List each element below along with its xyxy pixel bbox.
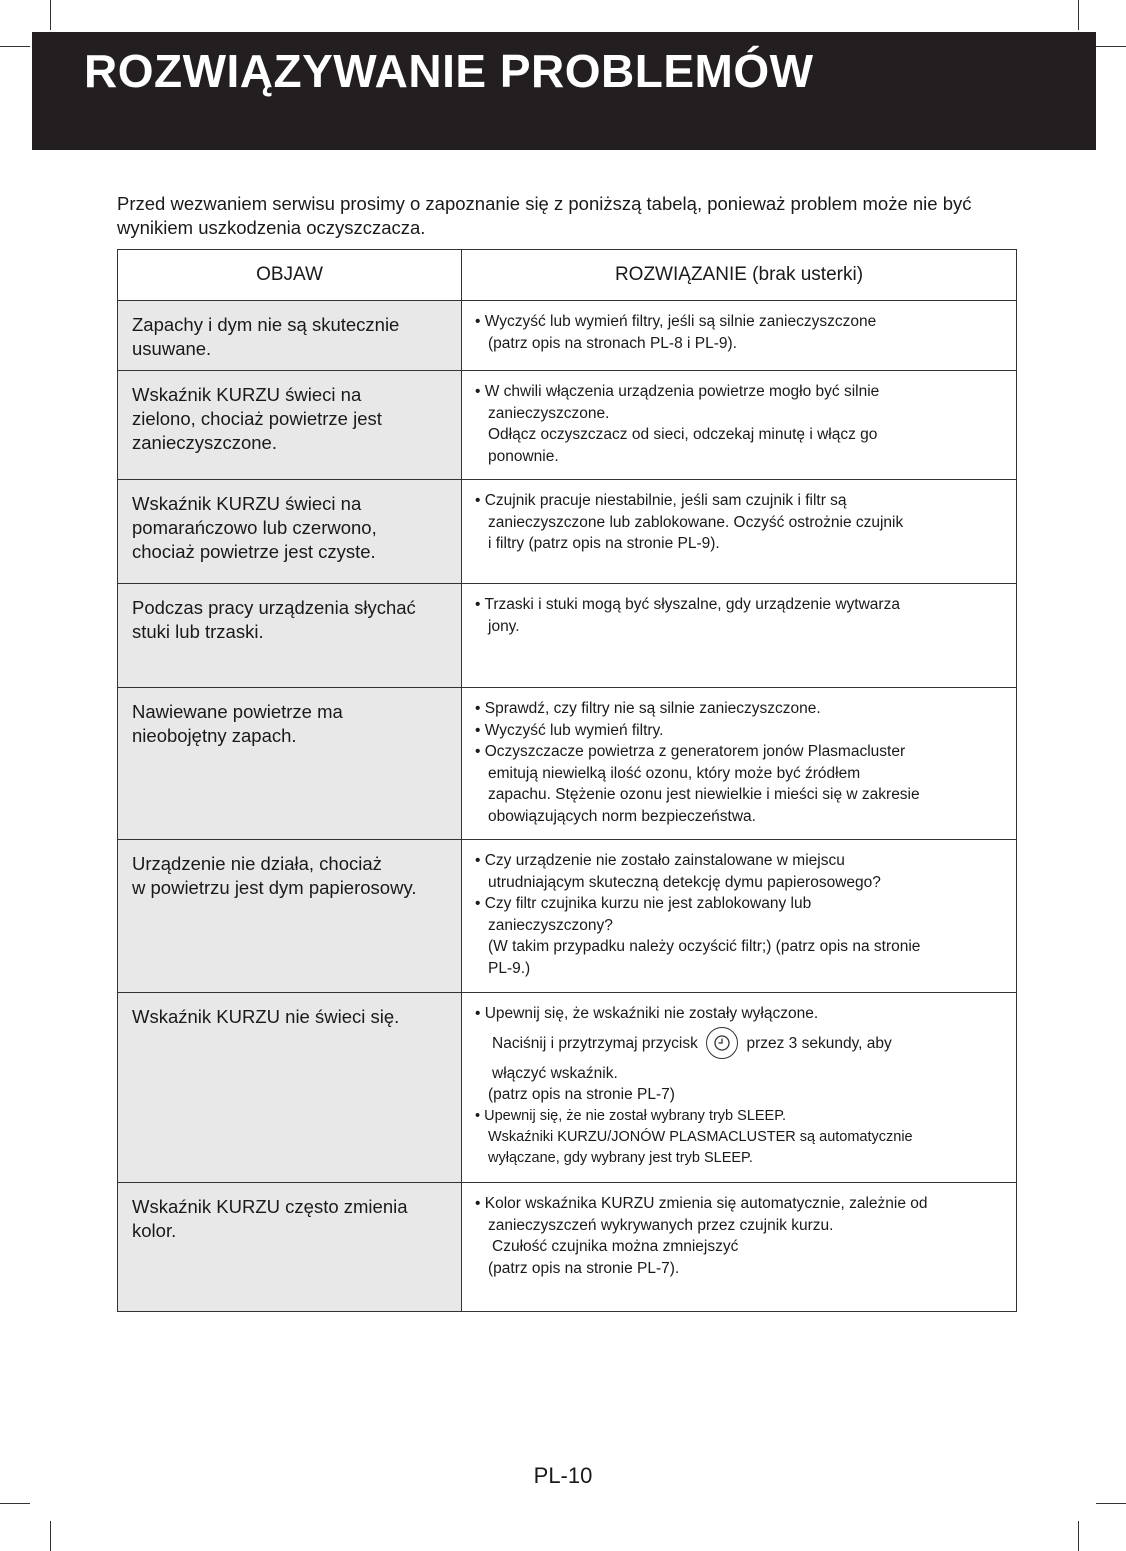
symptom-cell	[118, 1183, 462, 1312]
solution-line: • Upewnij się, że nie został wybrany tryb SLEEP.	[475, 1107, 787, 1124]
symptom-line: stuki lub trzaski.	[132, 621, 264, 642]
page-number: PL-10	[533, 1463, 593, 1488]
solution-line: zanieczyszczeń wykrywanych przez czujnik kurzu.	[488, 1216, 834, 1234]
solution-fragment: Naciśnij i przytrzymaj przycisk	[492, 1034, 698, 1052]
solution-line: emitują niewielką ilość ozonu, który może być źródłem	[488, 764, 861, 782]
solution-line: ponownie.	[488, 447, 559, 465]
solution-line: (patrz opis na stronie PL-7)	[488, 1086, 675, 1103]
solution-cell	[462, 1183, 1017, 1312]
symptom-line: Urządzenie nie działa, chociaż	[132, 853, 382, 874]
solution-cell	[462, 840, 1017, 993]
symptom-line: Zapachy i dym nie są skutecznie	[132, 314, 400, 335]
solution-line: i filtry (patrz opis na stronie PL-9).	[488, 535, 720, 552]
table-row	[118, 584, 1017, 688]
solution-line: • Wyczyść lub wymień filtry, jeśli są silnie zanieczyszczone	[475, 313, 877, 330]
symptom-cell	[118, 993, 462, 1183]
symptom-cell	[118, 301, 462, 371]
solution-line: (W takim przypadku należy oczyścić filtr;) (patrz opis na stronie	[488, 938, 921, 955]
solution-line: • Czujnik pracuje niestabilnie, jeśli sam czujnik i filtr są	[475, 492, 847, 509]
symptom-line: Wskaźnik KURZU świeci na	[132, 384, 362, 405]
crop-mark	[0, 46, 30, 47]
solution-line: zapachu. Stężenie ozonu jest niewielkie i mieści się w zakresie	[488, 786, 920, 803]
symptom-line: kolor.	[132, 1220, 177, 1241]
solution-cell	[462, 584, 1017, 688]
solution-line: Wskaźniki KURZU/JONÓW PLASMACLUSTER są automatycznie	[488, 1128, 913, 1145]
solution-line: • Wyczyść lub wymień filtry.	[475, 721, 664, 739]
table-row	[118, 1183, 1017, 1312]
symptom-line: zanieczyszczone.	[132, 432, 277, 453]
solution-line: PL-9.)	[488, 959, 531, 977]
solution-line: • Czy urządzenie nie zostało zainstalowane w miejscu	[475, 852, 845, 869]
table-row	[118, 301, 1017, 371]
solution-fragment: przez 3 sekundy, aby	[746, 1034, 892, 1052]
table-header-row	[118, 250, 1017, 301]
symptom-line: chociaż powietrze jest czyste.	[132, 541, 376, 562]
solution-cell	[462, 480, 1017, 584]
table-row	[118, 480, 1017, 584]
solution-line: Odłącz oczyszczacz od sieci, odczekaj minutę i włącz go	[488, 426, 878, 443]
solution-line: jony.	[488, 617, 520, 635]
table-row	[118, 371, 1017, 480]
symptom-line: Podczas pracy urządzenia słychać	[132, 597, 416, 618]
page-title: ROZWIĄZYWANIE PROBLEMÓW	[84, 45, 814, 97]
solution-line: utrudniającym skuteczną detekcję dymu papierosowego?	[488, 873, 881, 891]
column-header-solution: ROZWIĄZANIE (brak usterki)	[462, 250, 1017, 301]
symptom-line: nieobojętny zapach.	[132, 725, 297, 746]
crop-mark	[50, 0, 51, 30]
table-row	[118, 840, 1017, 993]
crop-mark	[50, 1521, 51, 1551]
crop-mark	[0, 1503, 30, 1504]
symptom-line: w powietrzu jest dym papierosowy.	[132, 877, 417, 898]
solution-line	[475, 1025, 1004, 1063]
solution-line: zanieczyszczone lub zablokowane. Oczyść ostrożnie czujnik	[488, 513, 904, 531]
solution-cell	[462, 688, 1017, 840]
crop-mark	[1078, 0, 1079, 30]
timer-clock-icon	[706, 1027, 738, 1059]
table-row	[118, 993, 1017, 1183]
solution-line: • W chwili włączenia urządzenia powietrze mogło być silnie	[475, 383, 880, 400]
symptom-line: pomarańczowo lub czerwono,	[132, 517, 377, 538]
crop-mark	[1096, 1503, 1126, 1504]
troubleshooting-table	[117, 249, 1017, 1312]
solution-line: • Sprawdź, czy filtry nie są silnie zanieczyszczone.	[475, 700, 821, 717]
intro-paragraph: Przed wezwaniem serwisu prosimy o zapoznanie się z poniższą tabelą, ponieważ problem może nie być wynikiem uszkodzenia oczyszczacza.	[117, 193, 972, 238]
symptom-cell	[118, 371, 462, 480]
solution-cell	[462, 371, 1017, 480]
solution-line: wyłączane, gdy wybrany jest tryb SLEEP.	[488, 1149, 753, 1166]
solution-line: Czułość czujnika można zmniejszyć	[492, 1238, 739, 1255]
crop-mark	[1078, 1521, 1079, 1551]
column-header-symptom: OBJAW	[118, 250, 462, 301]
symptom-line: zielono, chociaż powietrze jest	[132, 408, 382, 429]
solution-cell	[462, 993, 1017, 1183]
solution-line: • Upewnij się, że wskaźniki nie zostały wyłączone.	[475, 1005, 819, 1022]
symptom-line: Nawiewane powietrze ma	[132, 701, 343, 722]
solution-line: włączyć wskaźnik.	[492, 1064, 618, 1082]
crop-mark	[1096, 46, 1126, 47]
symptom-line: Wskaźnik KURZU nie świeci się.	[132, 1006, 400, 1027]
symptom-cell	[118, 584, 462, 688]
solution-line: • Oczyszczacze powietrza z generatorem jonów Plasmacluster	[475, 743, 906, 760]
solution-line: zanieczyszczone.	[488, 404, 610, 422]
symptom-cell	[118, 688, 462, 840]
symptom-line: Wskaźnik KURZU często zmienia	[132, 1196, 408, 1217]
solution-line: • Kolor wskaźnika KURZU zmienia się automatycznie, zależnie od	[475, 1195, 928, 1212]
solution-line: zanieczyszczony?	[488, 916, 613, 934]
symptom-line: usuwane.	[132, 338, 212, 359]
solution-line: • Trzaski i stuki mogą być słyszalne, gdy urządzenie wytwarza	[475, 596, 900, 613]
solution-line: (patrz opis na stronach PL-8 i PL-9).	[488, 334, 737, 352]
symptom-cell	[118, 840, 462, 993]
solution-line: obowiązujących norm bezpieczeństwa.	[488, 807, 756, 825]
symptom-cell	[118, 480, 462, 584]
solution-line: (patrz opis na stronie PL-7).	[488, 1259, 680, 1277]
solution-cell	[462, 301, 1017, 371]
symptom-line: Wskaźnik KURZU świeci na	[132, 493, 362, 514]
solution-line: • Czy filtr czujnika kurzu nie jest zablokowany lub	[475, 895, 812, 912]
table-row	[118, 688, 1017, 840]
